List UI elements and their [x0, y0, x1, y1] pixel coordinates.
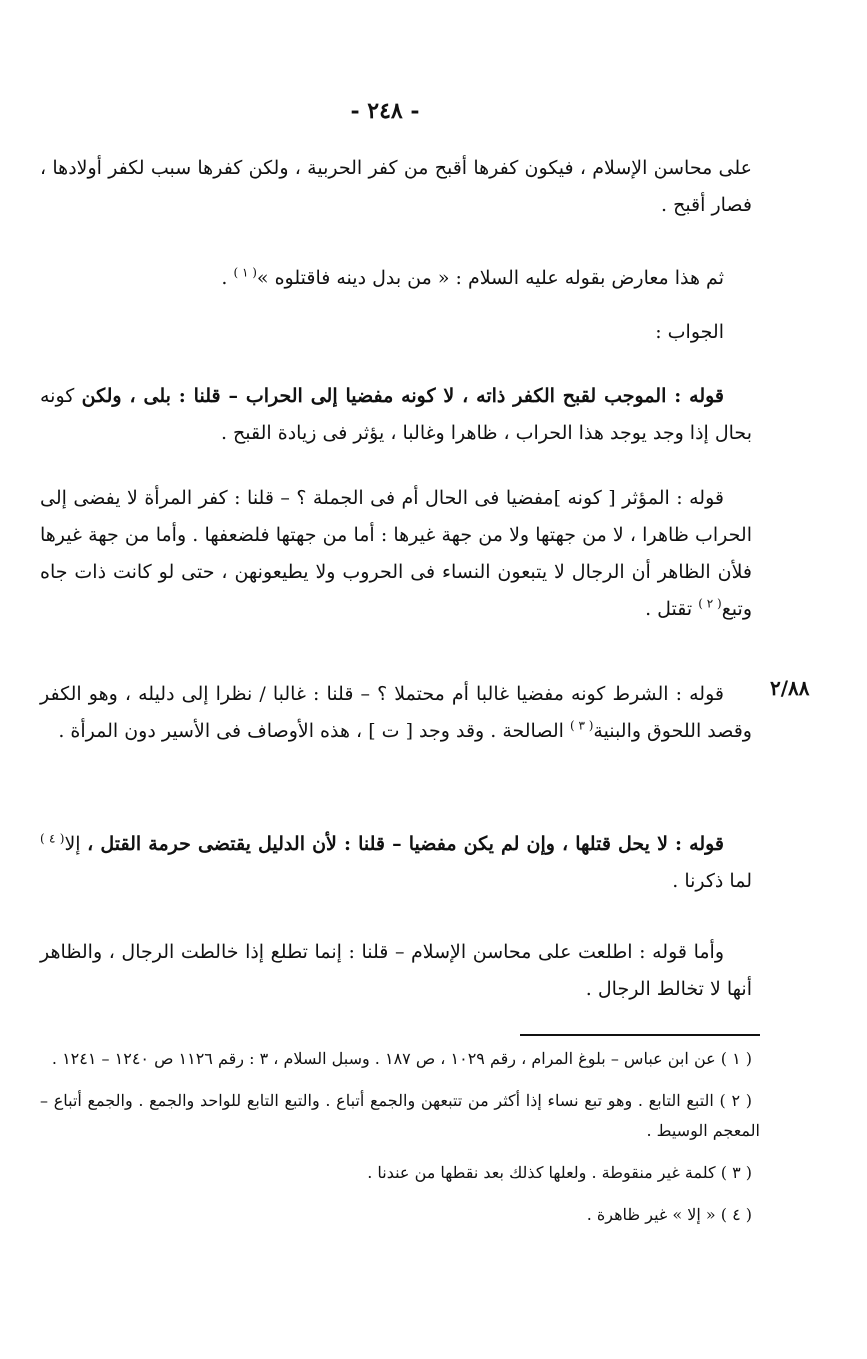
footnote-ref-4: ( ٤ )	[40, 831, 65, 846]
margin-reference: ٢/٨٨	[770, 676, 810, 700]
footnote-ref-3: ( ٣ )	[569, 718, 594, 733]
paragraph-6-text	[40, 676, 752, 750]
paragraph-5-end: تقتل .	[645, 598, 699, 620]
footnote-ref-2: ( ٢ )	[698, 596, 722, 611]
paragraph-8	[40, 934, 752, 1008]
footnote-4: ( ٤ ) « إلا » غير ظاهرة .	[586, 1205, 752, 1224]
paragraph-7-text	[40, 826, 752, 900]
page-number: - ٢٤٨ -	[350, 98, 420, 124]
footnotes	[40, 1044, 760, 1242]
footnote-1: ( ١ ) عن ابن عباس – بلوغ المرام ، رقم ١٠٢٩ ، ص ١٨٧ . وسبل السلام ، ٣ : رقم ١١٢٦ ص ١٢٤٠ – ١٢٤١ .	[51, 1049, 752, 1068]
paragraph-2-text	[40, 260, 752, 297]
paragraph-4-bold: قوله : الموجب لقبح الكفر ذاته ، لا كونه مفضيا إلى الحراب – قلنا : بلى ، ولكن	[81, 385, 725, 407]
paragraph-5-main: قوله : المؤثر [ كونه ]مفضيا فى الحال أم فى الجملة ؟ – قلنا : كفر المرأة لا يفضى إلى الحراب ظاهرا ، لا من جهتها ولا من جهة غيرها : أما من جهتها فلضعفها . وأما من جهة غيرها فلأن الظاهر أن الرجال لا يتبعون النساء فى الحروب ولا يطيعونهن ، حتى لو كانت ذات جاه وتبع	[40, 487, 752, 620]
paragraph-7-bold: قوله : لا يحل قتلها ، وإن لم يكن مفضيا – قلنا : لأن الدليل يقتضى حرمة القتل ،	[87, 833, 725, 855]
paragraph-1	[40, 150, 752, 224]
paragraph-6	[40, 676, 752, 750]
footnote-divider	[520, 1034, 760, 1036]
paragraph-2	[40, 260, 752, 297]
paragraph-7-illa: إلا	[64, 833, 88, 855]
answer-heading: الجواب :	[655, 321, 724, 343]
paragraph-4-rest: كونه بحال إذا وجد يوجد هذا الحراب ، ظاهرا وغالبا ، يؤثر فى زيادة القبح .	[40, 385, 752, 444]
paragraph-5-text	[40, 480, 752, 628]
paragraph-7-end: لما ذكرنا .	[672, 870, 752, 892]
footnote-3: ( ٣ ) كلمة غير منقوطة . ولعلها كذلك بعد نقطها من عندنا .	[367, 1163, 752, 1182]
paragraph-5	[40, 480, 752, 628]
paragraph-3	[40, 314, 752, 351]
paragraph-8-text: وأما قوله : اطلعت على محاسن الإسلام – قلنا : إنما تطلع إذا خالطت الرجال ، والظاهر أنها لا تخالط الرجال .	[40, 941, 752, 1000]
paragraph-6-end: الصالحة . وقد وجد [ ت ] ، هذه الأوصاف فى الأسير دون المرأة .	[58, 720, 570, 742]
footnote-ref-1: ( ١ )	[233, 265, 257, 280]
paragraph-2-end: .	[221, 267, 234, 289]
paragraph-6-main: قوله : الشرط كونه مفضيا غالبا أم محتملا ؟ – قلنا : غالبا / نظرا إلى دليله ، وهو الكفر وقصد اللحوق والبنية	[40, 683, 752, 742]
paragraph-4	[40, 378, 752, 452]
paragraph-2-main: ثم هذا معارض بقوله عليه السلام : « من بدل دينه فاقتلوه »	[256, 267, 724, 289]
paragraph-4-text	[40, 378, 752, 452]
paragraph-1-text: على محاسن الإسلام ، فيكون كفرها أقبح من كفر الحربية ، ولكن كفرها سبب لكفر أولادها ، فصار أقبح .	[40, 157, 752, 216]
paragraph-7	[40, 826, 752, 900]
footnote-2: ( ٢ ) التبع التابع . وهو تبع نساء إذا أكثر من تتبعهن والجمع أتباع . والتبع التابع للواحد والجمع . والجمع أتباع – المعجم الوسيط .	[40, 1091, 760, 1140]
